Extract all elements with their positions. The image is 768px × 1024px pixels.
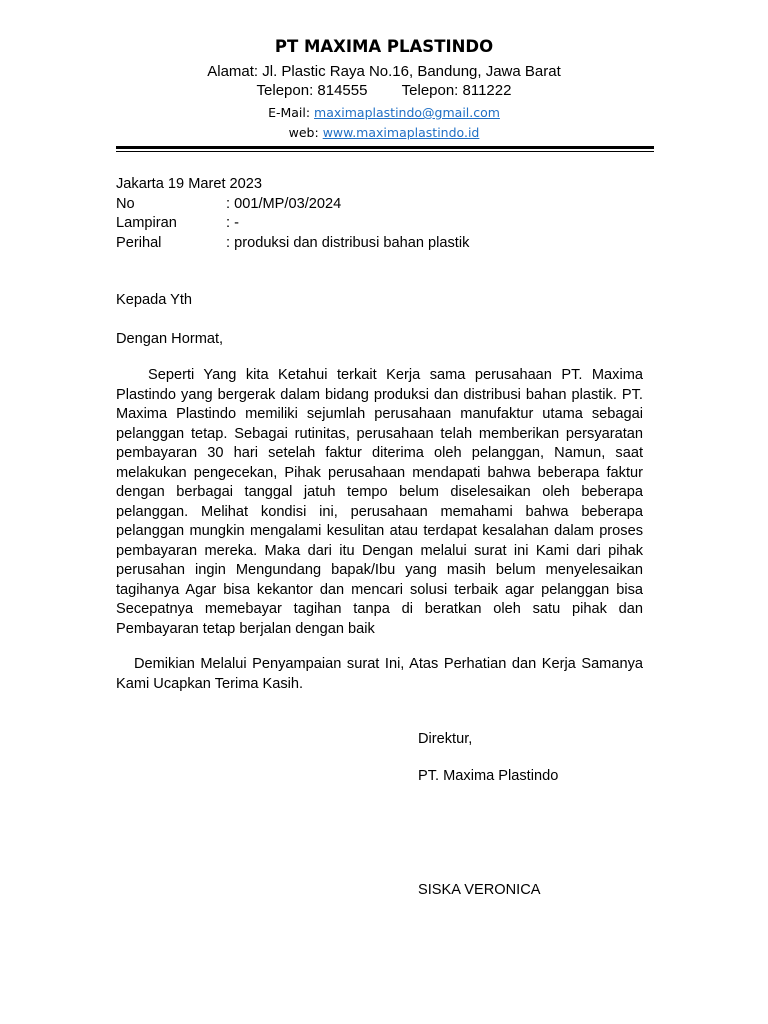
meta-value: : - — [226, 215, 239, 231]
phone-2: Telepon: 811222 — [401, 82, 512, 99]
meta-label: Perihal — [116, 234, 162, 251]
letter-meta — [116, 175, 643, 253]
web-link[interactable]: www.maximaplastindo.id — [322, 125, 480, 140]
web-label: web: — [288, 125, 323, 140]
phone-1: Telepon: 814555 — [256, 82, 368, 99]
meta-row-attachment — [116, 214, 643, 234]
email-label: E-Mail: — [268, 105, 315, 120]
body-paragraph-main: Seperti Yang kita Ketahui terkait Kerja sama perusahaan PT. Maxima Plastindo yang bergerak dalam bidang produksi dan distribusi bahan plastik. PT. Maxima Plastindo memiliki sejumlah perusahaan manufaktur utama sebagai pelanggan tetap. Sebagai rutinitas, perusahaan telah memberikan persyaratan pembayaran 30 hari setelah faktur diterima oleh pelanggan, Namun, saat melakukan pengecekan, Pihak perusahaan mendapati bahwa beberapa faktur dengan berbagai tanggal jatuh tempo belum diselesaikan oleh beberapa pelanggan. Melihat kondisi ini, perusahaan memahami bahwa beberapa pelanggan mungkin mengalami kesulitan atau terdapat kesalahan dalam proses pembayaran mereka. Maka dari itu Dengan melalui surat ini Kami dari pihak perusahan ingin Mengundang bapak/Ibu yang masih belum menyelesaikan tagihanya Agar bisa kekantor dan mencari solusi terbaik agar pelanggan bisa Secepatnya memebayar tagihan tanpa di beratkan oleh satu pihak dan Pembayaran tetap berjalan dengan baik — [116, 367, 643, 637]
salutation: Dengan Hormat, — [116, 331, 224, 347]
meta-row-subject — [116, 234, 643, 254]
signature-company: PT. Maxima Plastindo — [418, 768, 559, 784]
header-divider-thin — [116, 151, 654, 152]
company-address: Alamat: Jl. Plastic Raya No.16, Bandung, Jawa Barat — [207, 63, 561, 80]
letterhead — [0, 34, 768, 143]
header-divider-thick — [116, 146, 654, 149]
body-paragraph-closing: Demikian Melalui Penyampaian surat Ini, Atas Perhatian dan Kerja Samanya Kami Ucapkan Terima Kasih. — [116, 656, 643, 692]
email-link[interactable]: maximaplastindo@gmail.com — [314, 105, 500, 120]
meta-row-number — [116, 195, 643, 215]
signature-name: SISKA VERONICA — [418, 882, 541, 898]
meta-label: No — [116, 195, 135, 212]
meta-value: : 001/MP/03/2024 — [226, 195, 342, 212]
company-phones — [0, 81, 768, 100]
company-name: PT MAXIMA PLASTINDO — [274, 37, 494, 56]
letter-date: Jakarta 19 Maret 2023 — [116, 176, 263, 192]
meta-value: : produksi dan distribusi bahan plastik — [226, 234, 470, 251]
email-line — [0, 103, 768, 123]
signature-title: Direktur, — [418, 731, 473, 747]
meta-label: Lampiran — [116, 215, 177, 231]
recipient: Kepada Yth — [116, 292, 193, 308]
web-line — [0, 123, 768, 143]
